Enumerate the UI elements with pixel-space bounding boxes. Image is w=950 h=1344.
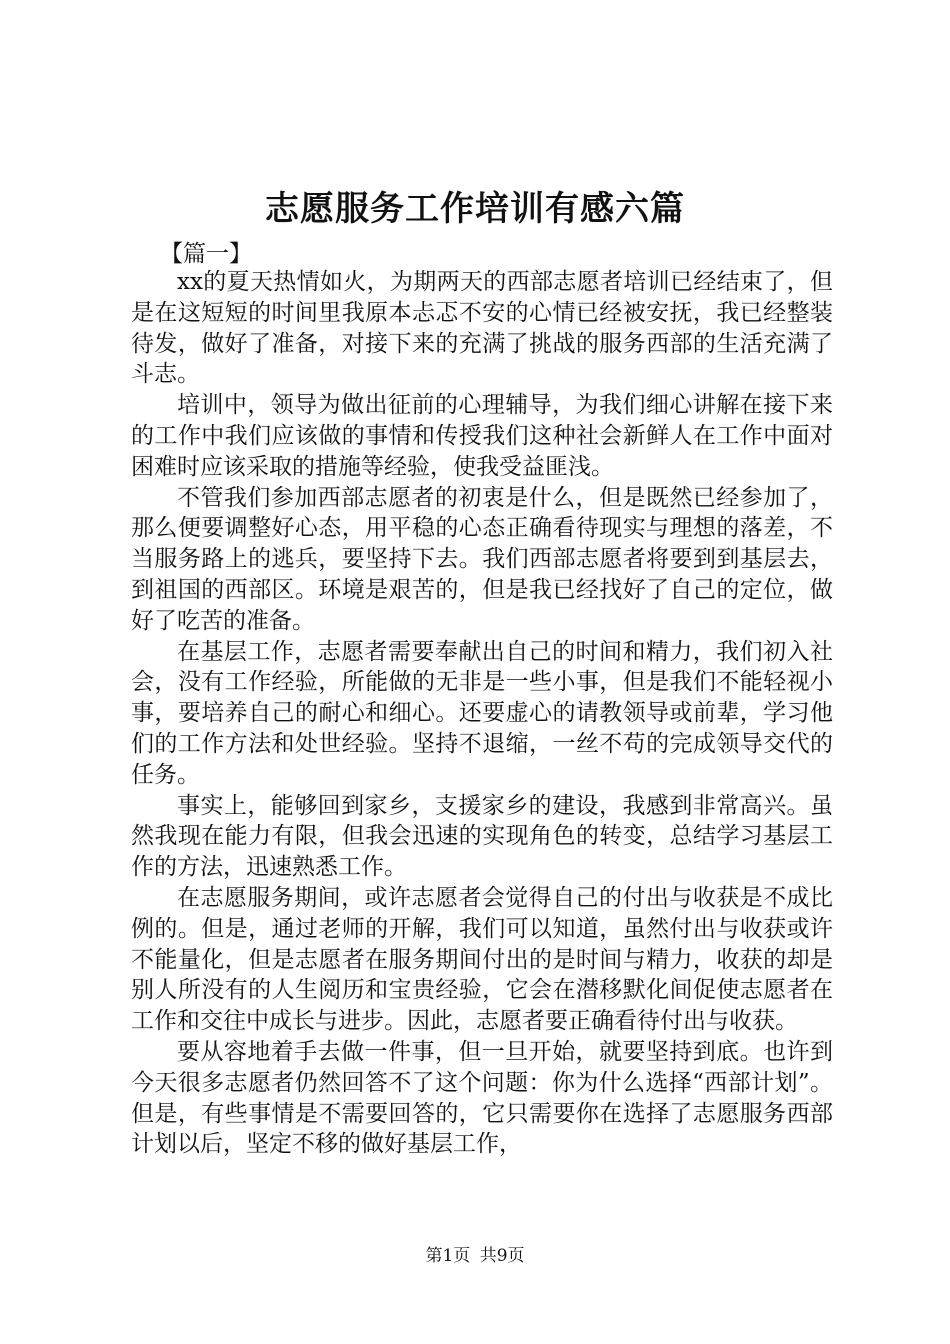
paragraph: 在基层工作，志愿者需要奉献出自己的时间和精力，我们初入社会，没有工作经验，所能做的无非是一些小事，但是我们不能轻视小事，要培养自己的耐心和细心。还要虚心的请教领导或前辈，学习他们的工作方法和处世经验。坚持不退缩，一丝不苟的完成领导交代的任务。 bbox=[131, 638, 833, 788]
page-number: 第1页 bbox=[425, 1246, 471, 1266]
paragraph: 不管我们参加西部志愿者的初衷是什么，但是既然已经参加了，那么便要调整好心态，用平稳的心态正确看待现实与理想的落差，不当服务路上的逃兵，要坚持下去。我们西部志愿者将要到到基层去，到祖国的西部区。环境是艰苦的，但是我已经找好了自己的定位，做好了吃苦的准备。 bbox=[131, 484, 833, 634]
document-title: 志愿服务工作培训有感六篇 bbox=[265, 189, 685, 229]
document-body bbox=[131, 267, 833, 1160]
paragraph: 在志愿服务期间，或许志愿者会觉得自己的付出与收获是不成比例的。但是，通过老师的开解，我们可以知道，虽然付出与收获或许不能量化，但是志愿者在服务期间付出的是时间与精力，收获的却是别人所没有的人生阅历和宝贵经验，它会在潜移默化间促使志愿者在工作和交往中成长与进步。因此，志愿者要正确看待付出与收获。 bbox=[131, 884, 833, 1035]
paragraph: 要从容地着手去做一件事，但一旦开始，就要坚持到底。也许到今天很多志愿者仍然回答不了这个问题：你为什么选择“西部计划”。但是，有些事情是不需要回答的，它只需要你在选择了志愿服务西部计划以后，坚定不移的做好基层工作， bbox=[131, 1038, 833, 1158]
paragraph: xx的夏天热情如火，为期两天的西部志愿者培训已经结束了，但是在这短短的时间里我原本忐忑不安的心情已经被安抚，我已经整装待发，做好了准备，对接下来的充满了挑战的服务西部的生活充满了斗志。 bbox=[131, 269, 833, 388]
section-label: 【篇一】 bbox=[160, 241, 252, 267]
page-footer bbox=[0, 1244, 950, 1268]
paragraph: 培训中，领导为做出征前的心理辅导，为我们细心讲解在接下来的工作中我们应该做的事情和传授我们这种社会新鲜人在工作中面对困难时应该采取的措施等经验，使我受益匪浅。 bbox=[131, 392, 833, 480]
paragraph: 事实上，能够回到家乡，支援家乡的建设，我感到非常高兴。虽然我现在能力有限，但我会迅速的实现角色的转变，总结学习基层工作的方法，迅速熟悉工作。 bbox=[131, 792, 833, 881]
page-total: 共9页 bbox=[479, 1246, 525, 1266]
